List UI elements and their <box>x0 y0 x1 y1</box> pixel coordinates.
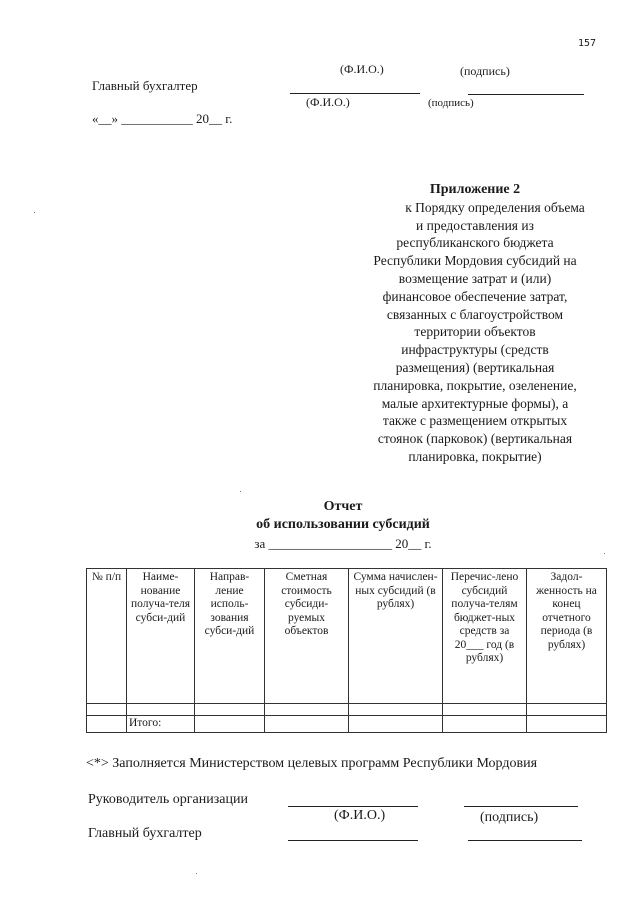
footnote: <*> Заполняется Министерством целевых программ Республики Мордовия <box>86 756 538 771</box>
table-cell <box>443 704 527 716</box>
total-label: Итого: <box>127 716 195 733</box>
fio-line-top <box>290 93 420 94</box>
chief-accountant-label-bottom: Главный бухгалтер <box>88 826 202 841</box>
table-cell <box>527 704 607 716</box>
table-cell <box>265 716 349 733</box>
header-cell-estimated-cost: Сметная стоимость субсиди-руемых объектов <box>265 569 349 704</box>
signature-label-top: (подпись) <box>460 64 510 78</box>
scan-speck <box>240 491 241 492</box>
fio-label-top: (Ф.И.О.) <box>340 62 384 76</box>
appendix-line: связанных с благоустройством <box>386 306 564 322</box>
head-signature-label: (подпись) <box>480 810 539 825</box>
signature-line-top <box>468 94 584 95</box>
table-cell <box>195 716 265 733</box>
header-cell-debt: Задол-женность на конец отчетного периода (в рублях) <box>527 569 607 704</box>
appendix-line: возмещение затрат и (или) <box>398 270 552 286</box>
report-title: Отчет <box>323 499 363 514</box>
page-number: 157 <box>578 38 597 49</box>
appendix-line: к Порядку определения объема <box>405 199 585 215</box>
appendix-line: Республики Мордовия субсидий на <box>373 253 577 269</box>
appendix-line: планировка, покрытие) <box>408 448 542 464</box>
appendix-block <box>350 181 600 466</box>
signature-label-top-2: (подпись) <box>428 97 474 109</box>
appendix-line: и предоставления из <box>416 217 534 233</box>
table-cell <box>195 704 265 716</box>
appendix-title: Приложение 2 <box>429 182 521 197</box>
report-subtitle: об использовании субсидий <box>256 517 430 532</box>
scan-speck <box>604 553 605 554</box>
table-cell <box>265 704 349 716</box>
table-header-row <box>87 569 607 704</box>
accountant-signature-line <box>468 840 582 841</box>
appendix-line: республиканского бюджета <box>396 235 554 251</box>
scan-speck <box>34 212 35 213</box>
accountant-fio-line <box>288 840 418 841</box>
fio-label-top-2: (Ф.И.О.) <box>306 95 350 109</box>
appendix-line: финансовое обеспечение затрат, <box>382 288 568 304</box>
appendix-line: стоянок (парковок) (вертикальная <box>377 431 573 447</box>
head-fio-label: (Ф.И.О.) <box>334 808 386 823</box>
appendix-line: планировка, покрытие, озеленение, <box>373 377 577 393</box>
table-total-row <box>87 716 607 733</box>
header-cell-transferred: Перечис-лено субсидий получа-телям бюджет-ных средств за 20___ год (в рублях) <box>443 569 527 704</box>
table-cell <box>87 716 127 733</box>
date-line-top: «__» ___________ 20__ г. <box>92 111 233 126</box>
report-period: за ___________________ 20__ г. <box>254 536 432 551</box>
table-cell <box>527 716 607 733</box>
header-cell-direction: Направ-ление исполь-зования субси-дий <box>195 569 265 704</box>
report-table <box>86 568 607 733</box>
header-cell-recipient: Наиме-нование получа-теля субси-дий <box>127 569 195 704</box>
appendix-line: размещения) (вертикальная <box>395 359 555 375</box>
chief-accountant-label-top: Главный бухгалтер <box>92 78 198 93</box>
appendix-line: малые архитектурные формы), а <box>381 395 569 411</box>
head-signature-line <box>464 806 578 807</box>
appendix-line: территории объектов <box>414 324 536 340</box>
header-cell-accrued-amount: Сумма начислен-ных субсидий (в рублях) <box>349 569 443 704</box>
appendix-line: инфраструктуры (средств <box>401 342 549 358</box>
table-cell <box>87 704 127 716</box>
head-fio-line <box>288 806 418 807</box>
header-cell-number: № п/п <box>87 569 127 704</box>
head-of-organization-label: Руководитель организации <box>88 792 248 807</box>
table-cell <box>349 716 443 733</box>
appendix-line: также с размещением открытых <box>382 413 568 429</box>
table-cell <box>443 716 527 733</box>
table-cell <box>349 704 443 716</box>
table-row <box>87 704 607 716</box>
table-cell <box>127 704 195 716</box>
scan-speck <box>196 873 197 874</box>
